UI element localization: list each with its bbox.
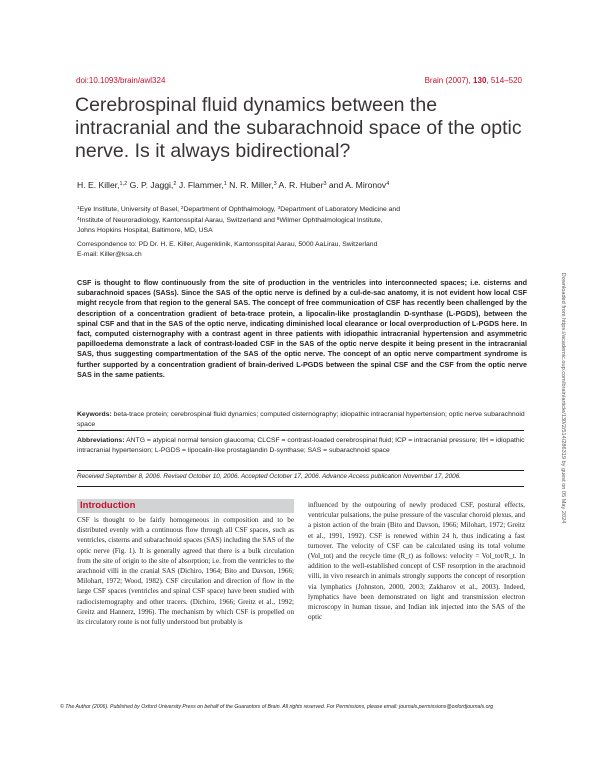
divider: [77, 470, 524, 471]
section-heading-bar: [77, 499, 294, 513]
journal-citation: [425, 76, 522, 85]
author-affil-sup: 1,2: [119, 181, 128, 187]
affil-sup: 3: [277, 206, 281, 211]
download-watermark-text: Downloaded from https://academic.oup.com/brain/article/130/2/514/286319 by guest on 05 May 2024: [560, 272, 566, 524]
body-column-right: influenced by the outpouring of newly produced CSF, postural effects, ventricular pulsations, the pulse pressure of the vascular choroid plexus, and a piston action of the brain (Bito and Davson, 1966; Milohart, 1972; Greitz et al., 1991, 1992). CSF is renewed within 24 h, thus indicating a fast turnover. The velocity of CSF can be calculated using its total volume (Vol_tot) and the recycle time (R_t) as follows: velocity = Vol_tot/R_t. In addition to the well-established concept of CSF resorption in the arachnoid villi, in vivo research in animals strongly supports the concept of resorption via lymphatics (Johnston, 2000, 2003; Zakharov et al., 2003). Indeed, lymphatics have been demonstrated on light and transmission electron microscopy in human tissue, and Indian ink injected into the SAS of the optic: [308, 501, 525, 622]
received-dates: Received September 8, 2006. Revised October 10, 2006. Accepted October 17, 2006. Advance Access publication November 17, 2006.: [77, 473, 462, 480]
author: H. E. Killer,: [77, 180, 120, 190]
affil-sup: 4: [77, 217, 80, 222]
author-affil-sup: 4: [386, 181, 390, 187]
citation-journal: Brain (2007),: [424, 76, 471, 85]
affil-sup: 1: [77, 206, 80, 211]
correspondence-email[interactable]: E-mail: Killer@ksa.ch: [77, 251, 142, 258]
author: J. Flammer,: [178, 180, 224, 190]
abbreviations: [77, 436, 527, 456]
divider: [77, 486, 524, 487]
section-heading: Introduction: [80, 500, 136, 511]
doi[interactable]: doi:10.1093/brain/awl324: [76, 76, 166, 85]
keywords-text: beta-trace protein; cerebrospinal fluid dynamics; computed cisternography; idiopathic intracranial hypertension; optic nerve subarachnoid space: [77, 411, 525, 428]
body-column-left: CSF is thought to be fairly homogeneous in composition and to be distributed evenly with a continuous flow through all CSF spaces, such as ventricles, cisterns and subarachnoid spaces (SAS) including the SAS of the optic nerve (Fig. 1). It is generally agreed that there is a bulk circulation from the site of origin to the site of absorption; i.e. from the ventricles to the arachnoid villi in the cranial SAS (Dichiro, 1964; Bito and Davson, 1966; Milohart, 1972; Wood, 1982). CSF circulation and direction of flow in the large CSF spaces (ventricles and spinal CSF space) have been studied with radiocisternography and other tracers. (Dichiro, 1966; Greitz et al., 1992; Greitz and Hannerz, 1996). The mechanism by which CSF is propelled on its circulatory route is not fully understood but probably is: [77, 516, 294, 627]
author-list: [77, 180, 389, 190]
author: A. R. Huber: [278, 180, 324, 190]
author-affil-sup: 2: [173, 181, 177, 187]
abbreviations-label: Abbreviations:: [77, 437, 125, 444]
author-affil-sup: 3: [273, 181, 277, 187]
citation-volume: 130: [473, 76, 487, 85]
correspondence: [77, 240, 537, 260]
affiliations: [77, 204, 537, 236]
abbreviations-text: ANTG = atypical normal tension glaucoma; CLCSF = contrast-loaded cerebrospinal fluid; ICP = intracranial pressure; IIH = idiopathic intracranial hypertension; L-PGDS = lipocalin-like prostaglandin D-synthase; SAS = subarachnoid space: [77, 437, 525, 454]
copyright-footer: © The Author (2006). Published by Oxford University Press on behalf of the Guarantors of Brain. All rights reserved. For Permissions, please email: journals.permissions@oxfordjournals.org: [60, 704, 494, 710]
affiliation: Johns Hopkins Hospital, Baltimore, MD, USA: [77, 227, 213, 234]
divider: [77, 430, 524, 431]
affiliation: Institute of Neuroradiology, Kantonsspital Aarau, Switzerland and: [79, 217, 277, 224]
keywords: [77, 410, 527, 430]
author: G. P. Jaggi,: [129, 180, 174, 190]
citation-pages: , 514–520: [486, 76, 522, 85]
correspondence-address: Correspondence to: PD Dr. H. E. Killer, Augenklinik, Kantonsspital Aarau, 5000 AaLirau, Switzerland: [77, 241, 378, 248]
keywords-label: Keywords:: [77, 411, 112, 418]
affil-sup: 2: [180, 206, 184, 211]
author-affil-sup: 1: [223, 181, 227, 187]
affiliation: Eye Institute, University of Basel,: [79, 206, 181, 213]
abstract: CSF is thought to flow continuously from the site of production in the ventricles into interconnected spaces; i.e. cisterns and subarachnoid spaces (SASs). Since the SAS of the optic nerve is defined by a cul-de-sac anatomy, it is not evident how local CSF might recycle from that region to the general SAS. The concept of free communication of CSF has recently been challenged by the description of a concentration gradient of beta-trace protein, a lipocalin-like prostaglandin D-synthase (L-PGDS), between the spinal CSF and that in the SAS of the optic nerve, indicating diminished local clearance or local overproduction of L-PGDS here. In fact, computed cisternography with a contrast agent in three patients with idiopathic intracranial hypertension and asymmetric papilloedema demonstrate a lack of contrast-loaded CSF in the SAS of the optic nerve despite it being present in the intracranial SAS, thus suggesting compartmentation of the SAS of the optic nerve. The concept of an optic nerve compartment syndrome is further supported by a concentration gradient of brain-derived L-PGDS between the spinal CSF and the CSF from the optic nerve SAS in the same patients.: [77, 278, 527, 379]
article-title: Cerebrospinal fluid dynamics between the intracranial and the subarachnoid space of the optic nerve. Is it always bidirectional?: [75, 94, 522, 162]
affil-sup: 5: [276, 217, 280, 222]
author-affil-sup: 3: [323, 181, 327, 187]
affiliation: Department of Laboratory Medicine and: [280, 206, 400, 213]
affiliation: Wilmer Ophthalmological Institute,: [279, 217, 383, 224]
author: and A. Mironov: [328, 180, 387, 190]
author: N. R. Miller,: [229, 180, 274, 190]
affiliation: Department of Ophthalmology,: [183, 206, 278, 213]
